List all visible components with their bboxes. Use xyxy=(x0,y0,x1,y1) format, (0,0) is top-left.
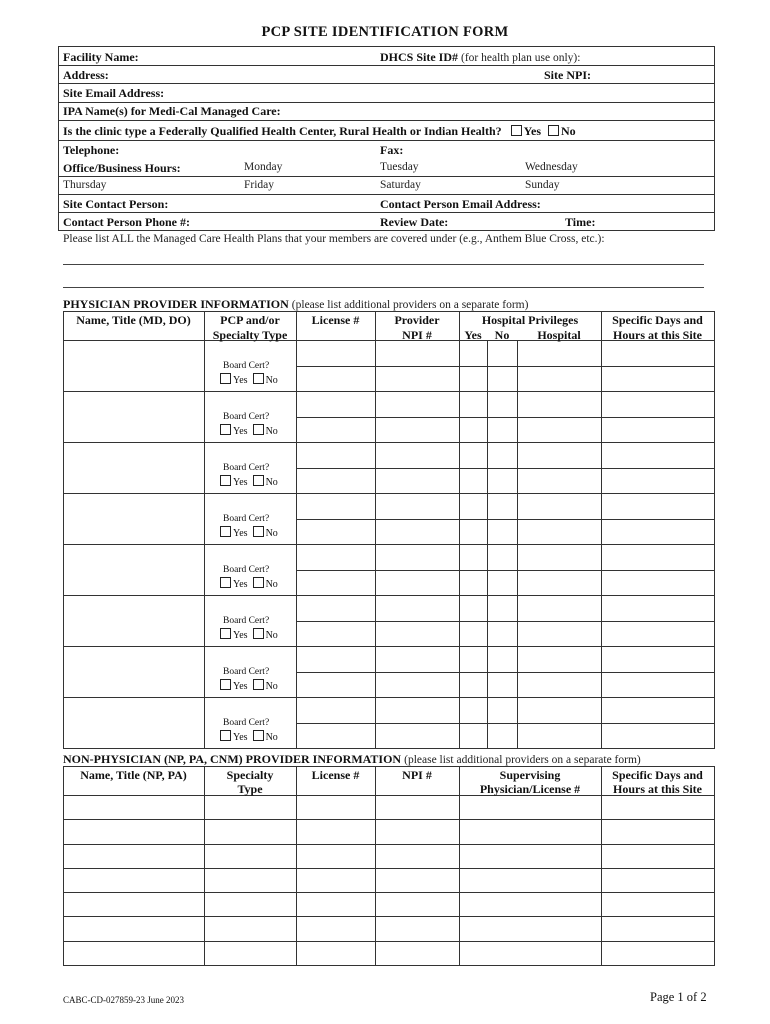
physician-npi-cell[interactable] xyxy=(375,697,459,748)
board-cert-no-checkbox[interactable] xyxy=(253,681,278,692)
board-cert-group xyxy=(204,514,295,539)
board-cert-yes-checkbox[interactable] xyxy=(220,528,248,539)
day-friday: Friday xyxy=(244,179,275,191)
np-col-supervising-header-1: Supervising xyxy=(499,768,561,782)
physician-days-cell[interactable] xyxy=(601,595,714,646)
board-cert-options xyxy=(204,526,295,539)
board-cert-yes-label: Yes xyxy=(233,528,248,539)
contact-email-field[interactable] xyxy=(550,195,710,211)
day-monday: Monday xyxy=(244,161,283,173)
nonphysician-table-row[interactable] xyxy=(63,916,714,940)
board-cert-yes-checkbox[interactable] xyxy=(220,375,248,386)
board-cert-no-label: No xyxy=(265,477,278,488)
dhcs-site-id-label: DHCS Site ID# (for health plan use only): xyxy=(380,50,581,64)
physician-npi-cell[interactable] xyxy=(375,442,459,493)
board-cert-yes-checkbox[interactable] xyxy=(220,630,248,641)
form-code: CABC-CD-027859-23 June 2023 xyxy=(63,995,184,1005)
board-cert-label: Board Cert? xyxy=(223,361,270,371)
nonphysician-table-row[interactable] xyxy=(63,819,714,843)
contact-email-label: Contact Person Email Address: xyxy=(380,197,541,211)
board-cert-yes-label: Yes xyxy=(233,579,248,590)
board-cert-no-checkbox[interactable] xyxy=(253,426,278,437)
col-hp-no-header: No xyxy=(494,328,510,342)
board-cert-no-label: No xyxy=(265,375,278,386)
day-sunday: Sunday xyxy=(525,179,560,191)
physician-license-cell[interactable] xyxy=(296,340,375,391)
board-cert-yes-checkbox[interactable] xyxy=(220,477,248,488)
board-cert-no-label: No xyxy=(265,732,278,743)
board-cert-options xyxy=(204,424,295,437)
site-npi-label: Site NPI: xyxy=(544,68,591,82)
board-cert-label: Board Cert? xyxy=(223,514,270,524)
board-cert-no-label: No xyxy=(265,630,278,641)
board-cert-label: Board Cert? xyxy=(223,718,270,728)
physician-npi-cell[interactable] xyxy=(375,493,459,544)
board-cert-group xyxy=(204,718,295,743)
board-cert-group xyxy=(204,412,295,437)
board-cert-label: Board Cert? xyxy=(223,667,270,677)
physician-days-cell[interactable] xyxy=(601,340,714,391)
np-col-npi-header: NPI # xyxy=(402,768,432,782)
board-cert-no-checkbox[interactable] xyxy=(253,375,278,386)
board-cert-group xyxy=(204,616,295,641)
board-cert-no-label: No xyxy=(265,579,278,590)
physician-name-cell[interactable] xyxy=(63,697,204,748)
board-cert-yes-checkbox[interactable] xyxy=(220,681,248,692)
ipa-names-field[interactable] xyxy=(300,103,710,119)
telephone-label: Telephone: xyxy=(63,143,120,157)
board-cert-no-checkbox[interactable] xyxy=(253,528,278,539)
board-cert-yes-checkbox[interactable] xyxy=(220,426,248,437)
board-cert-label: Board Cert? xyxy=(223,463,270,473)
col-hospital-privileges-header: Hospital Privileges xyxy=(481,313,579,327)
col-license-header: License # xyxy=(311,313,360,327)
site-npi-field[interactable] xyxy=(600,66,710,82)
review-date-field[interactable] xyxy=(455,213,555,229)
address-label: Address: xyxy=(63,68,109,82)
board-cert-options xyxy=(204,373,295,386)
day-saturday: Saturday xyxy=(380,179,421,191)
board-cert-group xyxy=(204,463,295,488)
dhcs-site-id-field[interactable] xyxy=(610,48,710,64)
page-number: Page 1 of 2 xyxy=(650,990,707,1004)
np-col-supervising-header-2: Physician/License # xyxy=(479,782,581,796)
physician-section-heading: PHYSICIAN PROVIDER INFORMATION (please list additional providers on a separate form) xyxy=(63,297,529,311)
col-npi-header-1: Provider xyxy=(394,313,440,327)
np-col-days-header-2: Hours at this Site xyxy=(612,782,702,796)
board-cert-label: Board Cert? xyxy=(223,412,270,422)
board-cert-yes-label: Yes xyxy=(233,375,248,386)
physician-days-cell[interactable] xyxy=(601,391,714,442)
col-pcp-header-2: Specialty Type xyxy=(212,328,288,342)
ipa-names-label: IPA Name(s) for Medi-Cal Managed Care: xyxy=(63,104,281,118)
physician-license-cell[interactable] xyxy=(296,697,375,748)
physician-npi-cell[interactable] xyxy=(375,544,459,595)
board-cert-options xyxy=(204,679,295,692)
physician-name-cell[interactable] xyxy=(63,595,204,646)
telephone-field[interactable] xyxy=(130,141,370,157)
board-cert-options xyxy=(204,577,295,590)
contact-person-field[interactable] xyxy=(175,195,370,211)
board-cert-yes-label: Yes xyxy=(233,681,248,692)
physician-name-cell[interactable] xyxy=(63,493,204,544)
board-cert-label: Board Cert? xyxy=(223,616,270,626)
board-cert-yes-label: Yes xyxy=(233,732,248,743)
physician-name-cell[interactable] xyxy=(63,442,204,493)
board-cert-no-checkbox[interactable] xyxy=(253,630,278,641)
physician-days-cell[interactable] xyxy=(601,697,714,748)
board-cert-options xyxy=(204,730,295,743)
board-cert-yes-label: Yes xyxy=(233,426,248,437)
nonphysician-table-row[interactable] xyxy=(63,844,714,868)
clinic-type-yes-checkbox[interactable]: Yes xyxy=(511,124,541,138)
np-col-specialty-header-1: Specialty xyxy=(226,768,274,782)
col-days-header-1: Specific Days and xyxy=(612,313,703,327)
nonphysician-table-row[interactable] xyxy=(63,795,714,819)
time-label: Time: xyxy=(565,215,596,229)
physician-name-cell[interactable] xyxy=(63,544,204,595)
physician-license-cell[interactable] xyxy=(296,646,375,697)
nonphysician-section-heading: NON-PHYSICIAN (NP, PA, CNM) PROVIDER INFORMATION (please list additional providers on a separate form) xyxy=(63,752,641,766)
contact-phone-label: Contact Person Phone #: xyxy=(63,215,190,229)
physician-days-cell[interactable] xyxy=(601,442,714,493)
physician-name-cell[interactable] xyxy=(63,391,204,442)
board-cert-yes-label: Yes xyxy=(233,630,248,641)
board-cert-yes-checkbox[interactable] xyxy=(220,579,248,590)
board-cert-yes-label: Yes xyxy=(233,477,248,488)
board-cert-no-label: No xyxy=(265,528,278,539)
np-col-days-header-1: Specific Days and xyxy=(612,768,703,782)
col-hp-yes-header: Yes xyxy=(464,328,482,342)
np-col-license-header: License # xyxy=(311,768,360,782)
board-cert-no-checkbox[interactable] xyxy=(253,477,278,488)
physician-license-cell[interactable] xyxy=(296,391,375,442)
clinic-type-question: Is the clinic type a Federally Qualified Health Center, Rural Health or Indian Health? Yes No xyxy=(63,124,576,138)
physician-license-cell[interactable] xyxy=(296,493,375,544)
board-cert-no-label: No xyxy=(265,681,278,692)
day-tuesday: Tuesday xyxy=(380,161,419,173)
col-npi-header-2: NPI # xyxy=(402,328,432,342)
review-date-label: Review Date: xyxy=(380,215,449,229)
board-cert-options xyxy=(204,475,295,488)
col-hp-hospital-header: Hospital xyxy=(537,328,581,342)
board-cert-group xyxy=(204,565,295,590)
board-cert-label: Board Cert? xyxy=(223,565,270,575)
np-col-specialty-header-2: Type xyxy=(237,782,263,796)
fax-field[interactable] xyxy=(410,141,710,157)
board-cert-no-label: No xyxy=(265,426,278,437)
col-days-header-2: Hours at this Site xyxy=(612,328,702,342)
physician-npi-cell[interactable] xyxy=(375,646,459,697)
board-cert-yes-checkbox[interactable] xyxy=(220,732,248,743)
physician-name-cell[interactable] xyxy=(63,340,204,391)
time-field[interactable] xyxy=(600,213,710,229)
col-pcp-header-1: PCP and/or xyxy=(220,313,280,327)
physician-license-cell[interactable] xyxy=(296,544,375,595)
physician-license-cell[interactable] xyxy=(296,595,375,646)
physician-name-cell[interactable] xyxy=(63,646,204,697)
board-cert-group xyxy=(204,361,295,386)
board-cert-no-checkbox[interactable] xyxy=(253,579,278,590)
physician-npi-cell[interactable] xyxy=(375,595,459,646)
physician-npi-cell[interactable] xyxy=(375,391,459,442)
facility-name-field[interactable] xyxy=(160,48,370,64)
health-plans-prompt: Please list ALL the Managed Care Health Plans that your members are covered under (e.g., Anthem Blue Cross, etc.): xyxy=(63,233,605,245)
np-col-name-header: Name, Title (NP, PA) xyxy=(80,768,187,782)
physician-days-cell[interactable] xyxy=(601,646,714,697)
nonphysician-table-row[interactable] xyxy=(63,868,714,892)
form-title: PCP SITE IDENTIFICATION FORM xyxy=(261,24,509,40)
board-cert-no-checkbox[interactable] xyxy=(253,732,278,743)
address-field[interactable] xyxy=(115,66,535,82)
clinic-type-no-checkbox[interactable]: No xyxy=(548,124,576,138)
site-email-label: Site Email Address: xyxy=(63,86,165,100)
contact-phone-field[interactable] xyxy=(200,213,370,229)
physician-days-cell[interactable] xyxy=(601,493,714,544)
board-cert-group xyxy=(204,667,295,692)
contact-person-label: Site Contact Person: xyxy=(63,197,169,211)
nonphysician-table-row[interactable] xyxy=(63,892,714,916)
nonphysician-table-row[interactable] xyxy=(63,941,714,965)
day-wednesday: Wednesday xyxy=(525,161,578,173)
physician-npi-cell[interactable] xyxy=(375,340,459,391)
health-plans-line-2[interactable] xyxy=(63,287,704,288)
board-cert-options xyxy=(204,628,295,641)
physician-license-cell[interactable] xyxy=(296,442,375,493)
office-hours-label: Office/Business Hours: xyxy=(63,161,181,175)
physician-days-cell[interactable] xyxy=(601,544,714,595)
health-plans-line-1[interactable] xyxy=(63,264,704,265)
day-thursday: Thursday xyxy=(63,179,107,191)
site-email-field[interactable] xyxy=(175,84,710,100)
facility-name-label: Facility Name: xyxy=(63,50,139,64)
col-name-header: Name, Title (MD, DO) xyxy=(76,313,191,327)
fax-label: Fax: xyxy=(380,143,404,157)
